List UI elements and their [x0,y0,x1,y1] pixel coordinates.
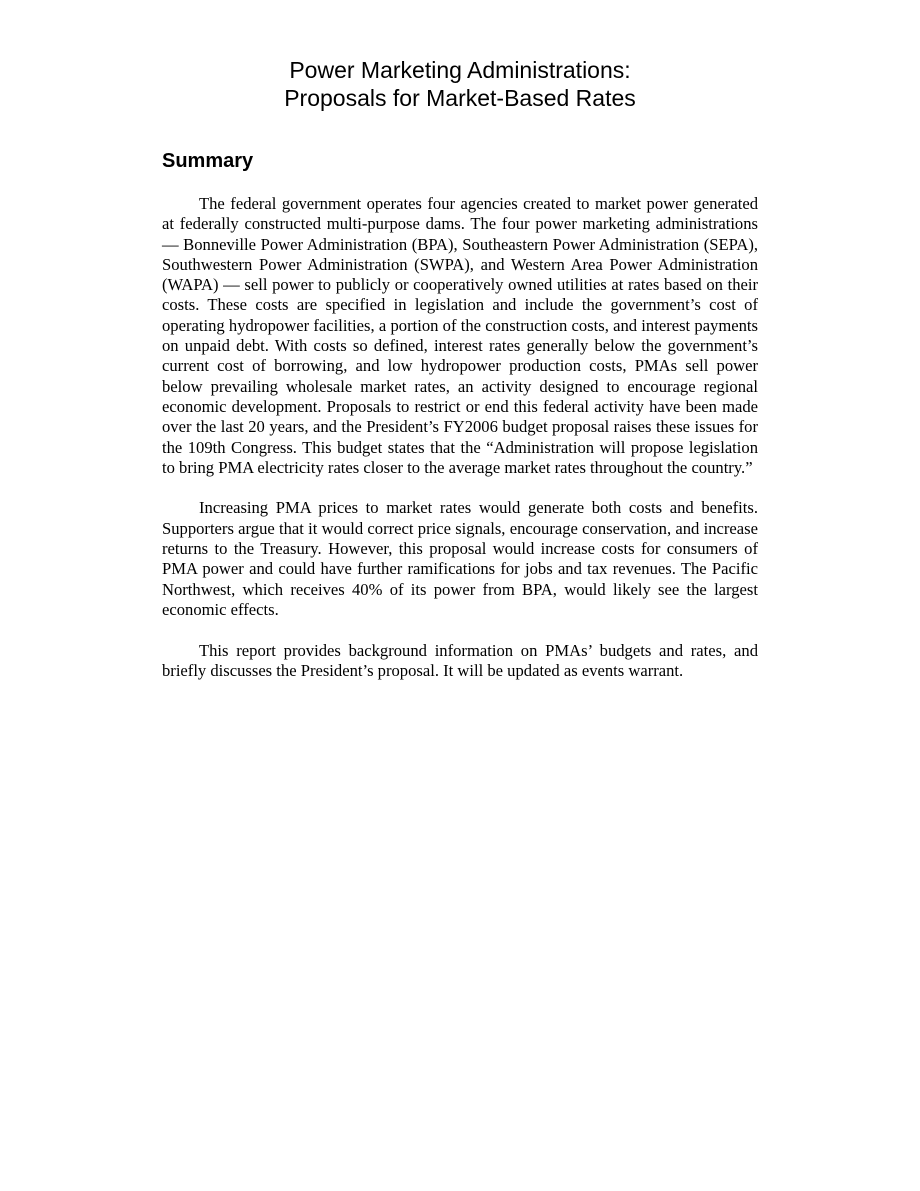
summary-paragraph-2: Increasing PMA prices to market rates would generate both costs and benefits. Supporters argue that it would correct price signals, encourage conservation, and increase returns to the Treasury. However, this proposal would increase costs for consumers of PMA power and could have further ramifications for jobs and tax revenues. The Pacific Northwest, which receives 40% of its power from BPA, would likely see the largest economic effects. [162,498,758,619]
summary-paragraph-1: The federal government operates four agencies created to market power generated at federally constructed multi-purpose dams. The four power marketing administrations — Bonneville Power Administration (BPA), Southeastern Power Administration (SEPA), Southwestern Power Administration (SWPA), and Western Area Power Administration (WAPA) — sell power to publicly or cooperatively owned utilities at rates based on their costs. These costs are specified in legislation and include the government’s cost of operating hydropower facilities, a portion of the construction costs, and interest payments on unpaid debt. With costs so defined, interest rates generally below the government’s current cost of borrowing, and low hydropower production costs, PMAs sell power below prevailing wholesale market rates, an activity designed to encourage regional economic development. Proposals to restrict or end this federal activity have been made over the last 20 years, and the President’s FY2006 budget proposal raises these issues for the 109th Congress. This budget states that the “Administration will propose legislation to bring PMA electricity rates closer to the average market rates throughout the country.” [162,194,758,477]
summary-body [162,194,758,701]
summary-paragraph-3: This report provides background information on PMAs’ budgets and rates, and briefly discusses the President’s proposal. It will be updated as events warrant. [162,640,758,680]
title-line-2: Proposals for Market-Based Rates [284,85,636,111]
section-heading-summary: Summary [162,150,254,172]
title-line-1: Power Marketing Administrations: [289,57,631,83]
report-title [0,56,920,112]
